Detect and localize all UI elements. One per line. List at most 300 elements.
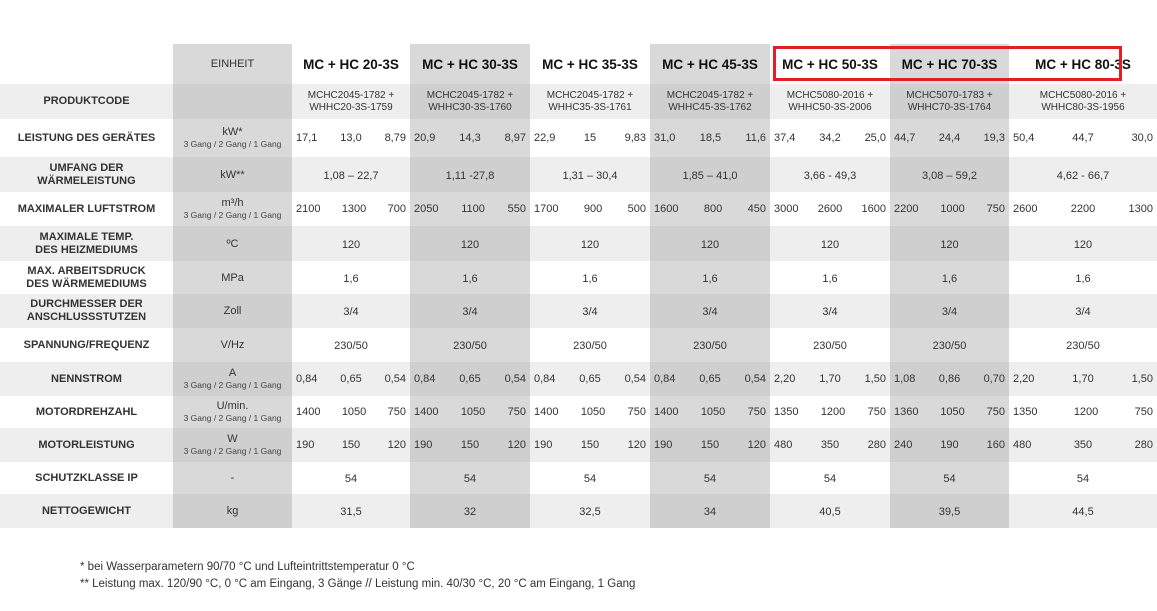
product-code-line: MCHC2045-1782 +: [666, 89, 754, 101]
value-text: 1,6: [1075, 272, 1091, 285]
value-text: 1,6: [822, 272, 838, 285]
gear-value: 1,50: [1131, 373, 1153, 385]
spec-row: [0, 462, 1157, 494]
gear-value: 1050: [940, 406, 965, 418]
header-empty-cell: [0, 44, 173, 84]
row-label: [0, 328, 173, 362]
value-text: 120: [940, 238, 959, 251]
gear-value: 1600: [654, 203, 679, 215]
row-label-line: DES HEIZMEDIUMS: [35, 243, 138, 256]
value-text: 230/50: [453, 340, 487, 352]
row-label-line: MAX. ARBEITSDRUCK: [27, 264, 146, 277]
gear-value: 750: [627, 406, 646, 418]
value-cell: [530, 328, 650, 362]
value-cell: [292, 362, 410, 396]
unit-value: A: [228, 367, 237, 379]
gear-value: 750: [387, 406, 406, 418]
value-text: 230/50: [334, 340, 368, 352]
gear-value: 2600: [1013, 203, 1038, 215]
value-cell: [410, 84, 530, 119]
unit-value: kg: [226, 505, 239, 517]
gear-value: 24,4: [938, 132, 961, 144]
gear-value: 1350: [1013, 406, 1038, 418]
product-code-line: MCHC5080-2016 +: [1039, 89, 1127, 101]
gear-value: 50,4: [1013, 132, 1035, 144]
spec-row: [0, 328, 1157, 362]
gear-value: 17,1: [296, 132, 318, 144]
spec-row: [0, 157, 1157, 192]
unit-cell: [173, 362, 292, 396]
value-cell: [770, 84, 890, 119]
value-cell: [530, 84, 650, 119]
row-label-line: NETTOGEWICHT: [41, 504, 131, 517]
unit-header: EINHEIT: [173, 44, 292, 84]
value-cell: [770, 294, 890, 328]
unit-gears: 3 Gang / 2 Gang / 1 Gang: [183, 210, 282, 220]
value-cell: [890, 294, 1009, 328]
unit-cell: [173, 261, 292, 294]
model-header-3: MC + HC 35-3S: [542, 56, 638, 72]
model-header-6: MC + HC 70-3S: [890, 44, 1009, 84]
gear-value: 13,0: [340, 132, 362, 144]
product-code-line: MCHC5080-2016 +: [786, 89, 874, 101]
gear-value: 1360: [894, 406, 919, 418]
value-cell: [650, 119, 770, 157]
value-cell: [770, 261, 890, 294]
gear-value: 190: [534, 439, 553, 451]
gear-value: 150: [460, 439, 480, 451]
gear-value: 120: [507, 439, 526, 451]
value-cell: [1009, 84, 1157, 119]
value-cell: [1009, 396, 1157, 428]
unit-value: -: [230, 472, 235, 484]
value-cell: [530, 261, 650, 294]
unit-value: Zoll: [223, 305, 242, 317]
value-cell: [1009, 362, 1157, 396]
value-text: 120: [341, 238, 361, 251]
gear-value: 480: [774, 439, 793, 451]
value-cell: [890, 119, 1009, 157]
value-cell: [1009, 192, 1157, 226]
gear-value: 2050: [414, 203, 439, 215]
spec-row: [0, 226, 1157, 261]
gear-value: 0,65: [579, 373, 601, 385]
unit-gears: 3 Gang / 2 Gang / 1 Gang: [183, 413, 282, 423]
value-cell: [530, 362, 650, 396]
header-row: [0, 44, 1157, 84]
value-cell: [292, 119, 410, 157]
value-text: 3,66 - 49,3: [803, 169, 857, 182]
value-cell: [410, 428, 530, 462]
unit-value: W: [227, 433, 238, 445]
value-cell: [410, 119, 530, 157]
value-cell: [650, 192, 770, 226]
spec-row: [0, 494, 1157, 528]
unit-value: m³/h: [221, 197, 244, 209]
gear-value: 1200: [1073, 406, 1099, 418]
value-text: 1,6: [343, 272, 359, 285]
gear-value: 1050: [580, 406, 606, 418]
value-text: 3/4: [822, 306, 838, 318]
gear-value: 1000: [940, 203, 965, 215]
value-cell: [292, 428, 410, 462]
value-cell: [890, 84, 1009, 119]
value-cell: [770, 157, 890, 192]
value-text: 230/50: [573, 340, 607, 352]
value-cell: [1009, 294, 1157, 328]
gear-value: 120: [627, 439, 646, 451]
product-code-line: WHHC20-3S-1759: [309, 101, 393, 113]
spec-row: [0, 192, 1157, 226]
row-label-line: PRODUKTCODE: [43, 95, 130, 107]
gear-value: 750: [747, 406, 766, 418]
gear-value: 2600: [817, 203, 843, 215]
value-cell: [650, 157, 770, 192]
gear-value: 120: [387, 439, 406, 451]
model-header-5: MC + HC 50-3S: [782, 56, 878, 72]
value-cell: [410, 294, 530, 328]
gear-value: 2100: [296, 203, 321, 215]
value-cell: [1009, 119, 1157, 157]
value-cell: [530, 294, 650, 328]
value-text: 120: [580, 238, 600, 251]
value-text: 54: [463, 473, 477, 485]
value-cell: [530, 157, 650, 192]
row-label: [0, 157, 173, 192]
model-header-2: MC + HC 30-3S: [410, 44, 530, 84]
value-cell: [410, 328, 530, 362]
gear-value: 0,84: [414, 373, 436, 385]
gear-value: 150: [580, 439, 600, 451]
gear-value: 750: [507, 406, 526, 418]
value-cell: [410, 226, 530, 261]
value-cell: [292, 261, 410, 294]
value-cell: [410, 362, 530, 396]
value-text: 3,08 – 59,2: [921, 169, 978, 182]
spec-table: [0, 44, 1157, 528]
row-label-line: MAXIMALER LUFTSTROM: [17, 202, 156, 215]
gear-value: 120: [747, 439, 766, 451]
unit-value: V/Hz: [220, 339, 245, 351]
value-cell: [650, 294, 770, 328]
value-cell: [292, 294, 410, 328]
gear-value: 25,0: [864, 132, 886, 144]
value-text: 4,62 - 66,7: [1056, 169, 1110, 182]
value-cell: [292, 328, 410, 362]
gear-value: 700: [387, 203, 406, 215]
gear-value: 750: [986, 203, 1005, 215]
gear-value: 19,3: [983, 132, 1005, 144]
model-header-4: MC + HC 45-3S: [650, 44, 770, 84]
value-text: 230/50: [932, 340, 967, 352]
value-cell: [890, 157, 1009, 192]
value-text: 1,08 – 22,7: [323, 169, 379, 182]
value-text: 39,5: [938, 506, 961, 518]
product-code-line: WHHC45-3S-1762: [668, 101, 752, 113]
value-cell: [1009, 157, 1157, 192]
unit-value: ºC: [226, 237, 239, 250]
row-label: [0, 226, 173, 261]
gear-value: 30,0: [1131, 132, 1153, 144]
value-cell: [770, 226, 890, 261]
value-cell: [1009, 226, 1157, 261]
value-text: 3/4: [343, 306, 359, 318]
row-label-line: MAXIMALE TEMP.: [39, 230, 134, 243]
value-cell: [292, 396, 410, 428]
gear-value: 1050: [700, 406, 726, 418]
row-label: [0, 362, 173, 396]
unit-cell: [173, 226, 292, 261]
value-cell: [292, 494, 410, 528]
value-cell: [1009, 494, 1157, 528]
spec-row: [0, 396, 1157, 428]
gear-value: 350: [820, 439, 840, 451]
row-label: [0, 462, 173, 494]
value-cell: [410, 192, 530, 226]
model-header-7: MC + HC 80-3S: [1035, 56, 1131, 72]
value-cell: [1009, 428, 1157, 462]
gear-value: 750: [867, 406, 886, 418]
spec-row: [0, 428, 1157, 462]
value-text: 54: [344, 473, 358, 485]
unit-value: U/min.: [216, 400, 249, 412]
unit-cell: [173, 157, 292, 192]
value-cell: [650, 328, 770, 362]
value-cell: [530, 396, 650, 428]
value-text: 31,5: [340, 506, 362, 518]
value-cell: [770, 362, 890, 396]
value-cell: [530, 462, 650, 494]
value-cell: [410, 157, 530, 192]
gear-value: 280: [1134, 439, 1153, 451]
gear-value: 0,54: [384, 373, 406, 385]
value-text: 32,5: [579, 506, 601, 518]
value-cell: [410, 462, 530, 494]
row-label-line: MOTORDREHZAHL: [35, 405, 138, 418]
gear-value: 1700: [534, 203, 559, 215]
spec-row: [0, 261, 1157, 294]
product-code-line: WHHC80-3S-1956: [1041, 101, 1125, 113]
value-text: 230/50: [1066, 340, 1100, 352]
gear-value: 750: [1134, 406, 1153, 418]
gear-value: 0,84: [296, 373, 318, 385]
row-label: [0, 192, 173, 226]
gear-value: 18,5: [699, 132, 722, 144]
row-label-line: SCHUTZKLASSE IP: [35, 471, 138, 484]
product-code-line: MCHC2045-1782 +: [546, 89, 634, 101]
gear-value: 2200: [894, 203, 919, 215]
gear-value: 1300: [1128, 203, 1153, 215]
value-text: 1,6: [462, 272, 478, 285]
value-cell: [890, 192, 1009, 226]
gear-value: 0,54: [624, 373, 646, 385]
spec-row: [0, 362, 1157, 396]
gear-value: 22,9: [534, 132, 556, 144]
value-cell: [292, 226, 410, 261]
row-label-line: MOTORLEISTUNG: [38, 438, 135, 451]
value-cell: [650, 494, 770, 528]
row-label-line: DES WÄRMEMEDIUMS: [26, 277, 147, 290]
row-label-line: SPANNUNG/FREQUENZ: [23, 338, 150, 351]
gear-value: 240: [894, 439, 913, 451]
gear-value: 800: [703, 203, 723, 215]
gear-value: 9,83: [624, 132, 646, 144]
value-cell: [650, 84, 770, 119]
row-label-line: UMFANG DER: [49, 161, 124, 174]
gear-value: 0,65: [699, 373, 721, 385]
value-cell: [650, 428, 770, 462]
spec-row: [0, 119, 1157, 157]
unit-cell: [173, 119, 292, 157]
unit-cell: [173, 494, 292, 528]
value-text: 3/4: [941, 306, 958, 318]
value-text: 44,5: [1072, 506, 1094, 518]
unit-cell: [173, 192, 292, 226]
value-cell: [530, 119, 650, 157]
value-text: 120: [460, 238, 480, 251]
value-text: 34: [703, 506, 717, 518]
footnote-2: ** Leistung max. 120/90 °C, 0 °C am Eingang, 3 Gänge // Leistung min. 40/30 °C, 20 °C am Eingang, 1 Gang: [80, 578, 636, 590]
gear-value: 1200: [820, 406, 846, 418]
gear-value: 160: [986, 439, 1005, 451]
gear-value: 8,97: [504, 132, 526, 144]
gear-value: 8,79: [384, 132, 406, 144]
value-text: 230/50: [693, 340, 727, 352]
value-cell: [650, 396, 770, 428]
gear-value: 1,70: [819, 373, 841, 385]
gear-value: 3000: [774, 203, 799, 215]
value-cell: [770, 462, 890, 494]
product-code-line: MCHC2045-1782 +: [426, 89, 514, 101]
unit-cell: [173, 294, 292, 328]
gear-value: 1100: [461, 203, 485, 215]
value-cell: [530, 494, 650, 528]
row-label-line: LEISTUNG DES GERÄTES: [17, 131, 156, 144]
value-cell: [890, 362, 1009, 396]
value-cell: [292, 462, 410, 494]
gear-value: 15: [583, 132, 597, 144]
value-text: 40,5: [819, 506, 841, 518]
row-label: [0, 261, 173, 294]
gear-value: 1400: [654, 406, 679, 418]
gear-value: 500: [627, 203, 646, 215]
gear-value: 1,08: [894, 373, 916, 385]
gear-value: 2,20: [774, 373, 796, 385]
gear-value: 2200: [1070, 203, 1096, 215]
gear-value: 1,70: [1072, 373, 1094, 385]
value-text: 120: [700, 238, 720, 251]
gear-value: 480: [1013, 439, 1032, 451]
gear-value: 1350: [774, 406, 799, 418]
value-cell: [770, 428, 890, 462]
value-cell: [650, 261, 770, 294]
value-cell: [292, 192, 410, 226]
product-code-line: WHHC50-3S-2006: [788, 101, 872, 113]
value-text: 54: [1076, 473, 1090, 485]
unit-value: MPa: [221, 271, 244, 284]
gear-value: 44,7: [894, 132, 916, 144]
value-cell: [650, 462, 770, 494]
gear-value: 0,54: [504, 373, 526, 385]
gear-value: 0,84: [654, 373, 676, 385]
value-text: 1,11 -27,8: [445, 169, 495, 182]
row-label-line: ANSCHLUSSSTUTZEN: [26, 311, 147, 323]
value-cell: [650, 362, 770, 396]
value-text: 1,31 – 30,4: [562, 169, 618, 182]
value-cell: [890, 396, 1009, 428]
product-code-line: WHHC30-3S-1760: [428, 101, 512, 113]
gear-value: 37,4: [774, 132, 796, 144]
gear-value: 900: [583, 203, 603, 215]
product-code-line: MCHC2045-1782 +: [307, 89, 395, 101]
gear-value: 0,65: [340, 373, 362, 385]
value-cell: [650, 226, 770, 261]
value-cell: [410, 396, 530, 428]
value-cell: [1009, 462, 1157, 494]
value-text: 32: [463, 506, 477, 518]
value-text: 3/4: [582, 306, 598, 318]
gear-value: 750: [986, 406, 1005, 418]
value-cell: [410, 261, 530, 294]
unit-cell: [173, 328, 292, 362]
value-text: 54: [703, 473, 717, 485]
row-label: [0, 119, 173, 157]
gear-value: 1400: [414, 406, 439, 418]
value-text: 120: [820, 238, 840, 251]
gear-value: 1050: [341, 406, 367, 418]
value-text: 1,85 – 41,0: [682, 169, 738, 182]
value-text: 3/4: [462, 306, 478, 318]
unit-value: kW**: [220, 168, 245, 181]
spec-row: [0, 294, 1157, 328]
unit-cell: [173, 428, 292, 462]
value-cell: [770, 396, 890, 428]
value-cell: [770, 119, 890, 157]
value-text: 120: [1073, 238, 1093, 251]
gear-value: 190: [654, 439, 673, 451]
value-text: 1,6: [941, 272, 958, 285]
row-label: [0, 294, 173, 328]
value-cell: [1009, 328, 1157, 362]
value-cell: [890, 328, 1009, 362]
value-text: 1,6: [702, 272, 718, 285]
gear-value: 14,3: [459, 132, 481, 144]
gear-value: 1600: [861, 203, 886, 215]
gear-value: 280: [867, 439, 886, 451]
model-header-1: MC + HC 20-3S: [303, 56, 399, 72]
gear-value: 350: [1073, 439, 1093, 451]
spec-row: [0, 84, 1157, 119]
value-text: 3/4: [702, 306, 718, 318]
row-label: [0, 428, 173, 462]
value-text: 54: [583, 473, 597, 485]
gear-value: 20,9: [414, 132, 436, 144]
gear-value: 44,7: [1072, 132, 1094, 144]
gear-value: 31,0: [654, 132, 676, 144]
unit-cell: [173, 396, 292, 428]
product-code-line: WHHC35-3S-1761: [548, 101, 632, 113]
gear-value: 2,20: [1013, 373, 1035, 385]
gear-value: 450: [747, 203, 766, 215]
gear-value: 150: [700, 439, 720, 451]
product-code-line: MCHC5070-1783 +: [906, 89, 993, 101]
value-cell: [890, 261, 1009, 294]
value-cell: [292, 84, 410, 119]
value-cell: [890, 462, 1009, 494]
value-cell: [890, 428, 1009, 462]
value-cell: [530, 226, 650, 261]
value-text: 54: [943, 473, 956, 485]
